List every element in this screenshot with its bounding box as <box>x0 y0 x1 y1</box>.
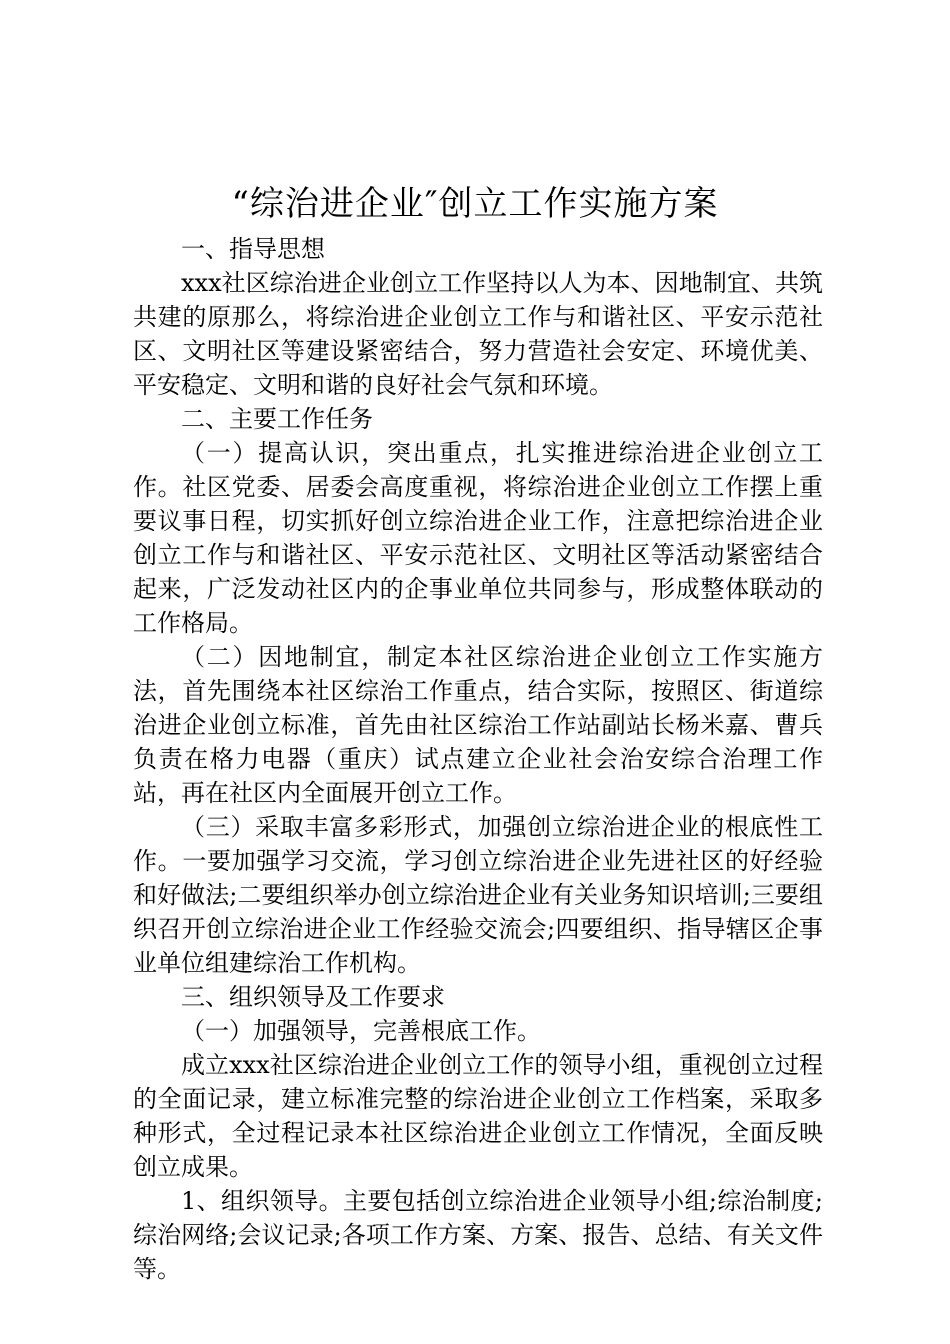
paragraph: （一）提高认识，突出重点，扎实推进综治进企业创立工作。社区党委、居委会高度重视，将综治进企业创立工作摆上重要议事日程，切实抓好创立综治进企业工作，注意把综治进企业创立工作与和谐社区、平安示范社区、文明社区等活动紧密结合起来，广泛发动社区内的企事业单位共同参与，形成整体联动的工作格局。 <box>133 439 823 637</box>
paragraph: （三）采取丰富多彩形式，加强创立综治进企业的根底性工作。一要加强学习交流，学习创立综治进企业先进社区的好经验和好做法;二要组织举办创立综治进企业有关业务知识培训;三要组织召开创立综治进企业工作经验交流会;四要组织、指导辖区企事业单位组建综治工作机构。 <box>133 813 823 977</box>
paragraph: xxx社区综治进企业创立工作坚持以人为本、因地制宜、共筑共建的原那么，将综治进企业创立工作与和谐社区、平安示范社区、文明社区等建设紧密结合，努力营造社会安定、环境优美、平安稳定、文明和谐的良好社会气氛和环境。 <box>133 269 823 399</box>
paragraph: （二）因地制宜，制定本社区综治进企业创立工作实施方法，首先围绕本社区综治工作重点，结合实际，按照区、街道综治进企业创立标准，首先由社区综治工作站副站长杨米嘉、曹兵负责在格力电器（重庆）试点建立企业社会治安综合治理工作站，再在社区内全面展开创立工作。 <box>133 643 823 807</box>
document-title: “综治进企业″创立工作实施方案 <box>231 184 719 224</box>
section-heading-1: 一、指导思想 <box>181 235 325 263</box>
paragraph: 1、组织领导。主要包括创立综治进企业领导小组;综治制度;综治网络;会议记录;各项工作方案、方案、报告、总结、有关文件等。 <box>133 1187 823 1283</box>
sub-heading: （一）加强领导，完善根底工作。 <box>181 1017 541 1045</box>
section-heading-3: 三、组织领导及工作要求 <box>181 983 445 1011</box>
paragraph: 成立xxx社区综治进企业创立工作的领导小组，重视创立过程的全面记录，建立标准完整的综治进企业创立工作档案，采取多种形式，全过程记录本社区综治进企业创立工作情况，全面反映创立成果。 <box>133 1051 823 1181</box>
document-body <box>133 232 823 1286</box>
section-heading-2: 二、主要工作任务 <box>181 405 373 433</box>
